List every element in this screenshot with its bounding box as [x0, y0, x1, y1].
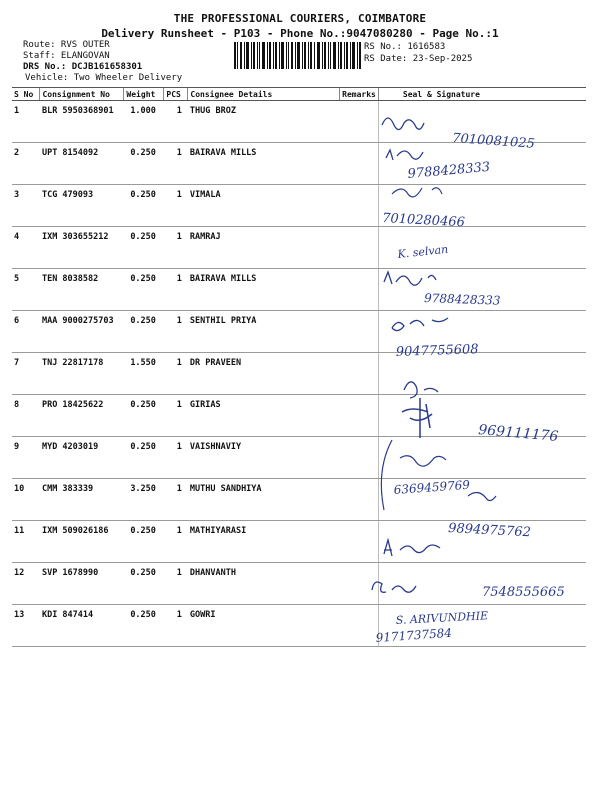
remarks: [340, 311, 379, 353]
table-row: [12, 395, 586, 437]
sno: 1: [12, 101, 40, 143]
pcs: 1: [164, 227, 188, 269]
sno: 7: [12, 353, 40, 395]
drs-number: DRS No.: DCJB161658301: [23, 62, 143, 72]
signature-cell: [378, 227, 586, 269]
handwritten-note: 7010280466: [381, 211, 466, 231]
table-row: [12, 437, 586, 479]
col-weight: Weight: [124, 88, 164, 101]
consignment-no: TNJ 22817178: [40, 353, 124, 395]
signature-cell: [378, 395, 586, 437]
pcs: 1: [164, 101, 188, 143]
handwritten-note: 7548555665: [482, 585, 565, 600]
pcs: 1: [164, 479, 188, 521]
weight: 1.000: [124, 101, 164, 143]
signature-cell: [378, 521, 586, 563]
table-row: [12, 269, 586, 311]
handwritten-note: 9047755608: [395, 342, 479, 360]
sno: 8: [12, 395, 40, 437]
table-row: [12, 227, 586, 269]
weight: 1.550: [124, 353, 164, 395]
col-consignment: Consignment No: [40, 88, 124, 101]
remarks: [340, 521, 379, 563]
table-row: [12, 353, 586, 395]
weight: 0.250: [124, 395, 164, 437]
signature-cell: [378, 605, 586, 647]
weight: 0.250: [124, 563, 164, 605]
consignment-no: IXM 303655212: [40, 227, 124, 269]
consignee: BAIRAVA MILLS: [188, 143, 340, 185]
sno: 3: [12, 185, 40, 227]
table-row: [12, 101, 586, 143]
weight: 0.250: [124, 521, 164, 563]
handwritten-note: 9788428333: [423, 291, 501, 308]
handwritten-note: 9894975762: [447, 521, 532, 541]
consignment-no: PRO 18425622: [40, 395, 124, 437]
remarks: [340, 185, 379, 227]
consignment-no: MAA 9000275703: [40, 311, 124, 353]
col-signature: Seal & Signature: [378, 88, 586, 101]
sno: 5: [12, 269, 40, 311]
col-sno: S No: [12, 88, 40, 101]
remarks: [340, 353, 379, 395]
pcs: 1: [164, 605, 188, 647]
table-row: [12, 479, 586, 521]
consignment-no: SVP 1678990: [40, 563, 124, 605]
rs-date: RS Date: 23-Sep-2025: [364, 54, 473, 64]
handwritten-note: 7010081025: [451, 131, 536, 152]
consignee: BAIRAVA MILLS: [188, 269, 340, 311]
table-row: [12, 521, 586, 563]
weight: 0.250: [124, 605, 164, 647]
signature-cell: [378, 143, 586, 185]
pcs: 1: [164, 311, 188, 353]
weight: 0.250: [124, 185, 164, 227]
consignee: SENTHIL PRIYA: [188, 311, 340, 353]
handwritten-note: 969111176: [477, 422, 559, 445]
consignee: RAMRAJ: [188, 227, 340, 269]
consignment-no: TCG 479093: [40, 185, 124, 227]
remarks: [340, 479, 379, 521]
remarks: [340, 563, 379, 605]
remarks: [340, 437, 379, 479]
consignment-no: UPT 8154092: [40, 143, 124, 185]
pcs: 1: [164, 185, 188, 227]
pcs: 1: [164, 521, 188, 563]
signature-cell: [378, 185, 586, 227]
table-row: [12, 185, 586, 227]
company-title: THE PROFESSIONAL COURIERS, COIMBATORE: [173, 12, 427, 25]
consignee: DR PRAVEEN: [188, 353, 340, 395]
remarks: [340, 143, 379, 185]
consignee: DHANVANTH: [188, 563, 340, 605]
remarks: [340, 269, 379, 311]
handwritten-note: 6369459769: [393, 477, 471, 497]
pcs: 1: [164, 269, 188, 311]
consignee: THUG BROZ: [188, 101, 340, 143]
table-row: [12, 143, 586, 185]
remarks: [340, 395, 379, 437]
weight: 0.250: [124, 143, 164, 185]
signature-cell: [378, 437, 586, 479]
remarks: [340, 227, 379, 269]
consignment-no: BLR 5950368901: [40, 101, 124, 143]
sno: 10: [12, 479, 40, 521]
pcs: 1: [164, 353, 188, 395]
handwritten-note: S. ARIVUNDHIE: [395, 609, 489, 627]
rs-info: [364, 41, 472, 65]
table-row: [12, 563, 586, 605]
vehicle-label: Vehicle: Two Wheeler Delivery: [25, 73, 183, 83]
col-consignee: Consignee Details: [188, 88, 340, 101]
route-label: Route: RVS OUTER: [23, 40, 110, 50]
col-remarks: Remarks: [340, 88, 379, 101]
remarks: [340, 605, 379, 647]
delivery-table: [12, 87, 586, 647]
table-row: [12, 311, 586, 353]
signature-cell: [378, 311, 586, 353]
consignment-no: CMM 383339: [40, 479, 124, 521]
handwritten-note: 9171737584: [375, 625, 453, 645]
sno: 13: [12, 605, 40, 647]
consignment-no: KDI 847414: [40, 605, 124, 647]
consignee: GIRIAS: [188, 395, 340, 437]
rs-number: RS No.: 1616583: [364, 42, 446, 52]
pcs: 1: [164, 395, 188, 437]
pcs: 1: [164, 437, 188, 479]
remarks: [340, 101, 379, 143]
signature-cell: [378, 563, 586, 605]
weight: 0.250: [124, 269, 164, 311]
weight: 0.250: [124, 311, 164, 353]
signature-cell: [378, 269, 586, 311]
signature-cell: [378, 479, 586, 521]
sno: 6: [12, 311, 40, 353]
runsheet-subtitle: Delivery Runsheet - P103 - Phone No.:9047080280 - Page No.:1: [101, 27, 499, 40]
consignment-no: TEN 8038582: [40, 269, 124, 311]
staff-label: Staff: ELANGOVAN: [23, 51, 110, 61]
route-info: [23, 40, 142, 73]
consignee: GOWRI: [188, 605, 340, 647]
sno: 2: [12, 143, 40, 185]
sno: 11: [12, 521, 40, 563]
table-header-row: [12, 88, 586, 101]
consignee: VAISHNAVIY: [188, 437, 340, 479]
table-row: [12, 605, 586, 647]
sno: 4: [12, 227, 40, 269]
consignee: VIMALA: [188, 185, 340, 227]
weight: 0.250: [124, 437, 164, 479]
pcs: 1: [164, 563, 188, 605]
sno: 12: [12, 563, 40, 605]
signature-cell: [378, 101, 586, 143]
handwritten-note: 9788428333: [407, 159, 491, 182]
consignee: MATHIYARASI: [188, 521, 340, 563]
consignee: MUTHU SANDHIYA: [188, 479, 340, 521]
handwritten-note: K. selvan: [396, 242, 449, 261]
barcode: [234, 42, 362, 69]
weight: 3.250: [124, 479, 164, 521]
consignment-no: MYD 4203019: [40, 437, 124, 479]
weight: 0.250: [124, 227, 164, 269]
signature-cell: [378, 353, 586, 395]
sno: 9: [12, 437, 40, 479]
col-pcs: PCS: [164, 88, 188, 101]
pcs: 1: [164, 143, 188, 185]
consignment-no: IXM 509026186: [40, 521, 124, 563]
